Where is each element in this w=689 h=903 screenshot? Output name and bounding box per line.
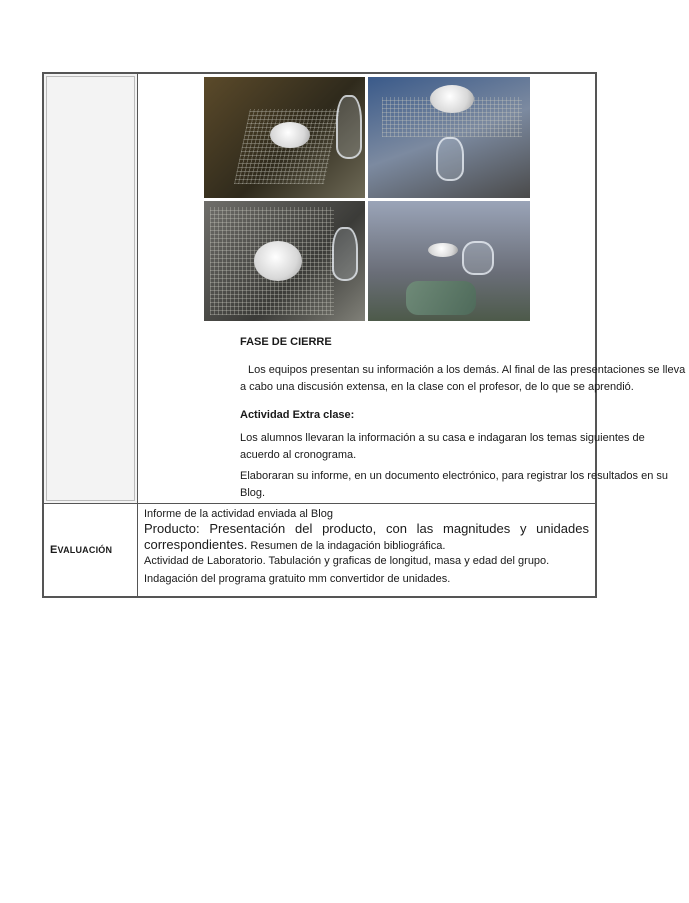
- lab-photo-2: [368, 77, 530, 198]
- lab-photo-collage: [204, 77, 530, 321]
- evaluation-line-lab-activity: Actividad de Laboratorio. Tabulación y graficas de longitud, masa y edad del grupo.: [144, 555, 550, 567]
- closing-phase-heading: FASE DE CIERRE: [240, 336, 332, 348]
- lab-photo-4: [368, 201, 530, 321]
- evaluation-product-line: Producto: Presentación del producto, con las magnitudes y unidades: [144, 521, 589, 536]
- extra-activity-paragraph: Los alumnos llevaran la información a su casa e indagaran los temas siguientes de acuerdo al cronograma.: [240, 432, 645, 461]
- lab-photo-3: [204, 201, 365, 321]
- activity-table: [42, 72, 686, 598]
- lab-photo-1: [204, 77, 365, 198]
- evaluation-line-converter: Indagación del programa gratuito mm convertidor de unidades.: [144, 573, 451, 585]
- evaluation-label-cell: [44, 504, 138, 596]
- table-left-cell-empty: [44, 74, 138, 504]
- evaluation-line-blog-report: Informe de la actividad enviada al Blog: [144, 508, 333, 520]
- evaluation-label: EVALUACIÓN: [50, 544, 113, 556]
- report-paragraph: Elaboraran su informe, en un documento electrónico, para registrar los resultados en su Blog.: [240, 470, 669, 499]
- evaluation-content-cell: [138, 504, 595, 596]
- closing-phase-paragraph: Los equipos presentan su información a los demás. Al final de las presentaciones se lleva a cabo una discusión extensa, en la clase con el profesor, de lo que se aprendió.: [240, 364, 686, 393]
- evaluation-product-continuation: correspondientes. Resumen de la indagación bibliográfica.: [144, 537, 446, 552]
- closing-phase-cell: [138, 74, 686, 504]
- extra-activity-heading: Actividad Extra clase:: [240, 409, 355, 421]
